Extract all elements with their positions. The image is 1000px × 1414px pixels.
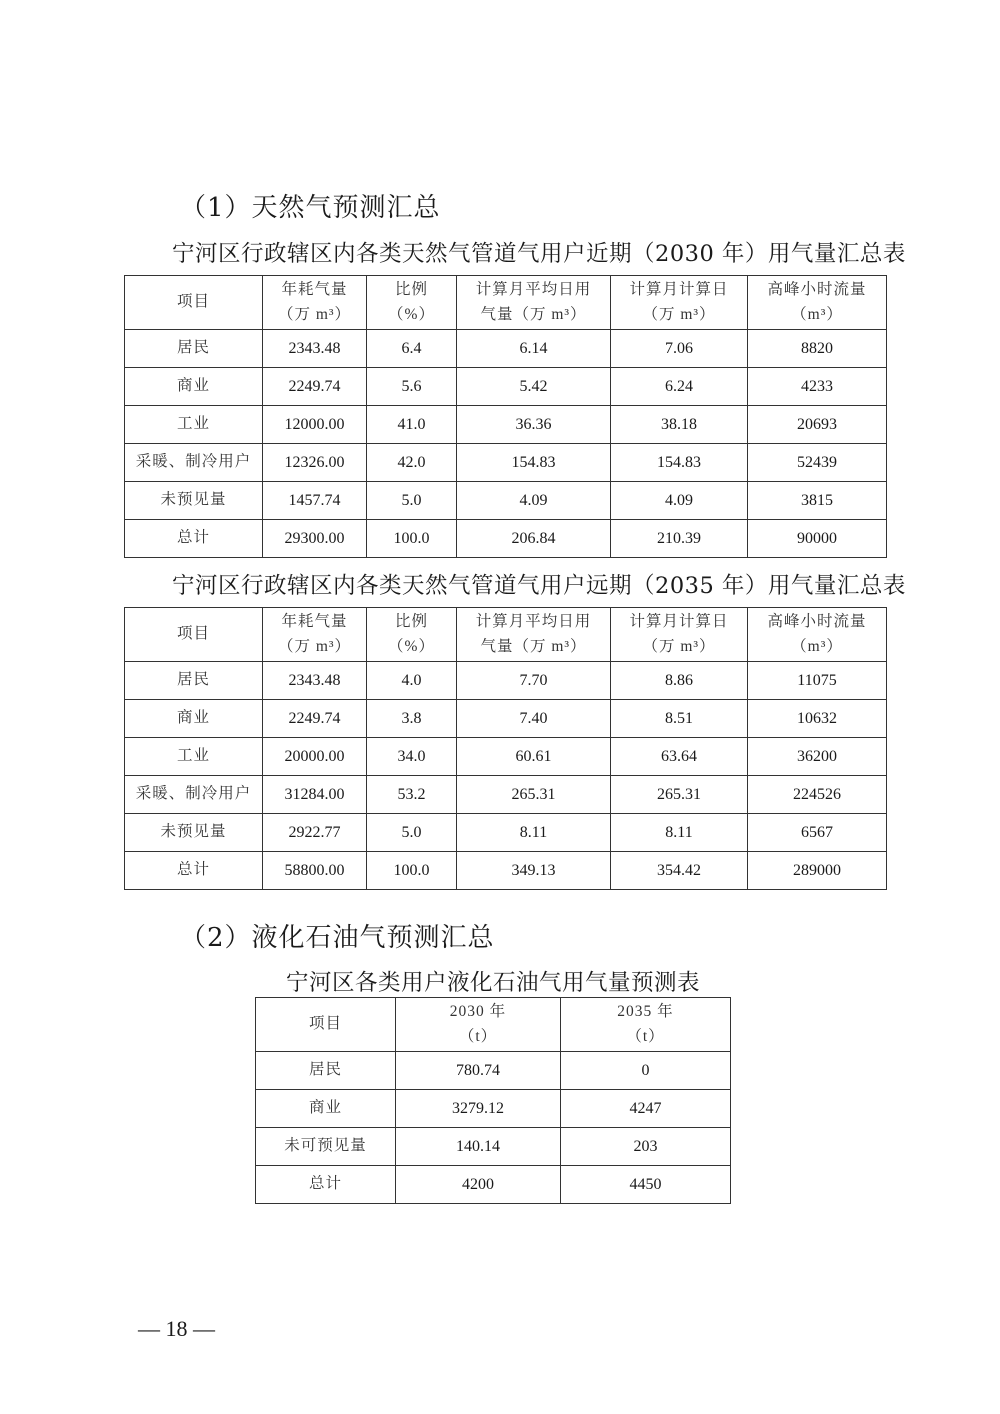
table-cell: 41.0 [367, 406, 457, 444]
table-cell: 8.11 [611, 814, 748, 852]
table-cell: 31284.00 [263, 776, 367, 814]
table-row [125, 482, 887, 520]
table-3-lpg-forecast [255, 997, 731, 1204]
table-cell: 5.0 [367, 814, 457, 852]
table-header-row [256, 998, 731, 1052]
header-cell: 高峰小时流量 （m³） [748, 608, 887, 662]
table-cell: 3.8 [367, 700, 457, 738]
table-cell: 7.06 [611, 330, 748, 368]
table-cell: 7.70 [457, 662, 611, 700]
table-cell: 206.84 [457, 520, 611, 558]
table-cell: 1457.74 [263, 482, 367, 520]
table-cell: 265.31 [611, 776, 748, 814]
row-label: 商业 [125, 700, 263, 738]
table-cell: 12000.00 [263, 406, 367, 444]
table-2-title: 宁河区行政辖区内各类天然气管道气用户远期（2035 年）用气量汇总表 [172, 573, 906, 599]
table-cell: 203 [561, 1128, 731, 1166]
table-row-total [125, 520, 887, 558]
table-header-row [125, 608, 887, 662]
table-cell: 2343.48 [263, 662, 367, 700]
table-cell: 4450 [561, 1166, 731, 1204]
row-label: 未预见量 [125, 814, 263, 852]
table-row [256, 1128, 731, 1166]
table-cell: 349.13 [457, 852, 611, 890]
table-cell: 60.61 [457, 738, 611, 776]
row-label: 总计 [256, 1166, 396, 1204]
table-row [125, 368, 887, 406]
row-label: 总计 [125, 520, 263, 558]
table-row [256, 1052, 731, 1090]
table-row [125, 776, 887, 814]
table-row-total [125, 852, 887, 890]
table-cell: 38.18 [611, 406, 748, 444]
table-cell: 2249.74 [263, 368, 367, 406]
table-cell: 2343.48 [263, 330, 367, 368]
table-cell: 20000.00 [263, 738, 367, 776]
table-cell: 7.40 [457, 700, 611, 738]
row-label: 采暖、制冷用户 [125, 444, 263, 482]
table-cell: 5.42 [457, 368, 611, 406]
table-2-natural-gas-2035 [124, 607, 887, 890]
table-cell: 6567 [748, 814, 887, 852]
table-cell: 140.14 [396, 1128, 561, 1166]
table-cell: 3279.12 [396, 1090, 561, 1128]
row-label: 居民 [125, 662, 263, 700]
table-row [125, 444, 887, 482]
header-cell: 计算月计算日 （万 m³） [611, 608, 748, 662]
table-cell: 6.14 [457, 330, 611, 368]
header-cell: 比例 （%） [367, 608, 457, 662]
table-cell: 36.36 [457, 406, 611, 444]
table-cell: 8.51 [611, 700, 748, 738]
table-cell: 42.0 [367, 444, 457, 482]
header-cell: 项目 [125, 276, 263, 330]
table-cell: 265.31 [457, 776, 611, 814]
table-cell: 5.0 [367, 482, 457, 520]
table-cell: 12326.00 [263, 444, 367, 482]
table-cell: 0 [561, 1052, 731, 1090]
table-cell: 34.0 [367, 738, 457, 776]
table-cell: 63.64 [611, 738, 748, 776]
table-cell: 2249.74 [263, 700, 367, 738]
table-cell: 29300.00 [263, 520, 367, 558]
table-cell: 780.74 [396, 1052, 561, 1090]
table-cell: 8820 [748, 330, 887, 368]
table-3-title: 宁河区各类用户液化石油气用气量预测表 [286, 970, 701, 996]
table-cell: 90000 [748, 520, 887, 558]
table-cell: 154.83 [457, 444, 611, 482]
table-cell: 36200 [748, 738, 887, 776]
table-1-natural-gas-2030 [124, 275, 887, 558]
table-cell: 4.09 [611, 482, 748, 520]
row-label: 居民 [256, 1052, 396, 1090]
table-row [125, 700, 887, 738]
table-cell: 3815 [748, 482, 887, 520]
header-cell: 2035 年 （t） [561, 998, 731, 1052]
table-cell: 52439 [748, 444, 887, 482]
table-cell: 100.0 [367, 520, 457, 558]
table-row [125, 814, 887, 852]
table-cell: 58800.00 [263, 852, 367, 890]
table-cell: 4.09 [457, 482, 611, 520]
table-cell: 154.83 [611, 444, 748, 482]
header-cell: 比例 （%） [367, 276, 457, 330]
table-cell: 53.2 [367, 776, 457, 814]
row-label: 未预见量 [125, 482, 263, 520]
table-cell: 5.6 [367, 368, 457, 406]
section-1-heading: （1）天然气预测汇总 [180, 193, 441, 223]
header-cell: 年耗气量 （万 m³） [263, 608, 367, 662]
header-cell: 高峰小时流量 （m³） [748, 276, 887, 330]
table-cell: 10632 [748, 700, 887, 738]
table-cell: 6.4 [367, 330, 457, 368]
table-row [256, 1090, 731, 1128]
table-row [125, 406, 887, 444]
table-row [125, 330, 887, 368]
row-label: 商业 [256, 1090, 396, 1128]
row-label: 工业 [125, 738, 263, 776]
table-cell: 4247 [561, 1090, 731, 1128]
row-label: 采暖、制冷用户 [125, 776, 263, 814]
header-cell: 2030 年 （t） [396, 998, 561, 1052]
table-row-total [256, 1166, 731, 1204]
table-cell: 8.86 [611, 662, 748, 700]
table-cell: 4200 [396, 1166, 561, 1204]
header-cell: 计算月平均日用 气量（万 m³） [457, 276, 611, 330]
header-cell: 计算月平均日用 气量（万 m³） [457, 608, 611, 662]
table-row [125, 662, 887, 700]
table-cell: 20693 [748, 406, 887, 444]
table-cell: 100.0 [367, 852, 457, 890]
table-cell: 224526 [748, 776, 887, 814]
table-cell: 8.11 [457, 814, 611, 852]
table-cell: 11075 [748, 662, 887, 700]
row-label: 居民 [125, 330, 263, 368]
row-label: 工业 [125, 406, 263, 444]
table-1-title: 宁河区行政辖区内各类天然气管道气用户近期（2030 年）用气量汇总表 [172, 241, 906, 267]
row-label: 商业 [125, 368, 263, 406]
header-cell: 项目 [256, 998, 396, 1052]
table-cell: 354.42 [611, 852, 748, 890]
table-cell: 4.0 [367, 662, 457, 700]
table-cell: 6.24 [611, 368, 748, 406]
row-label: 未可预见量 [256, 1128, 396, 1166]
table-cell: 210.39 [611, 520, 748, 558]
table-cell: 289000 [748, 852, 887, 890]
header-cell: 计算月计算日 （万 m³） [611, 276, 748, 330]
table-header-row [125, 276, 887, 330]
page-number: — 18 — [138, 1316, 215, 1341]
header-cell: 年耗气量 （万 m³） [263, 276, 367, 330]
table-cell: 4233 [748, 368, 887, 406]
header-cell: 项目 [125, 608, 263, 662]
table-cell: 2922.77 [263, 814, 367, 852]
section-2-heading: （2）液化石油气预测汇总 [180, 923, 495, 953]
table-row [125, 738, 887, 776]
row-label: 总计 [125, 852, 263, 890]
